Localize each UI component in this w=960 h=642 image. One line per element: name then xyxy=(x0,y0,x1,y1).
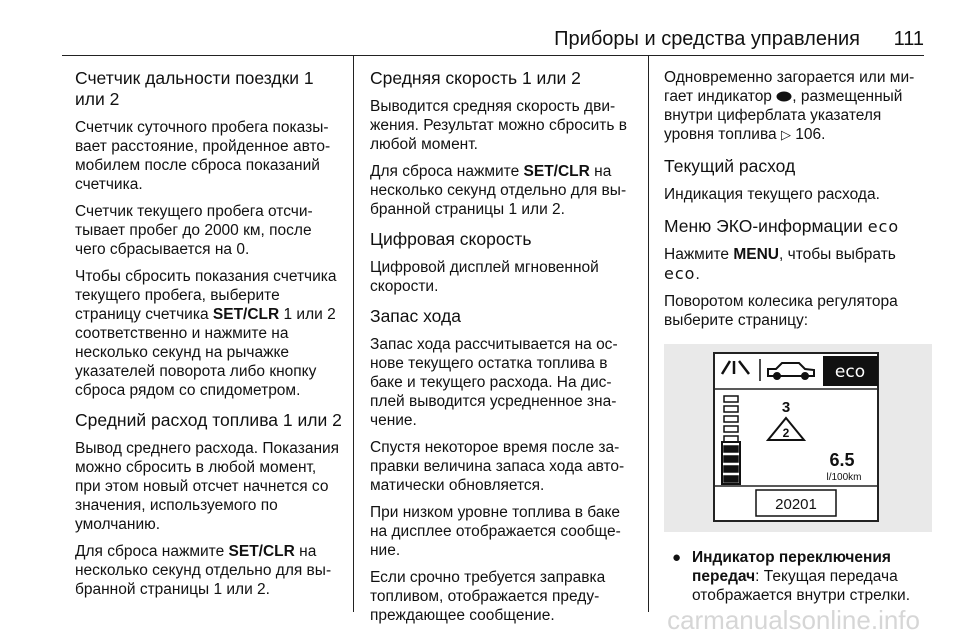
gear-current: 2 xyxy=(782,426,790,440)
heading-range: Запас хода xyxy=(370,306,461,326)
paragraph: Цифровой дисплей мгновенной скорости. xyxy=(370,259,599,295)
set-clr-label: SET/CLR xyxy=(523,163,590,180)
paragraph xyxy=(75,542,345,599)
paragraph: Спустя некоторое время после заправки величина запаса хода автоматически обновляется. xyxy=(370,439,625,494)
page-title: Приборы и средства управления xyxy=(554,28,860,50)
paragraph xyxy=(370,162,640,219)
text: . xyxy=(695,266,700,283)
paragraph: Индикация текущего расхода. xyxy=(664,186,880,203)
heading-eco-menu xyxy=(664,216,932,237)
paragraph: Поворотом колесика регулятора выберите страницу: xyxy=(664,293,898,329)
page-reference: 106. xyxy=(795,126,826,143)
column-1 xyxy=(75,68,345,607)
header-rule xyxy=(62,55,924,56)
paragraph xyxy=(75,267,345,400)
fuel-indicator-icon xyxy=(776,91,792,102)
eco-icon: eco xyxy=(664,264,696,283)
text: Одновременно загорается или мигает индикатор xyxy=(664,69,915,105)
set-clr-label: SET/CLR xyxy=(228,543,295,560)
eco-icon: eco xyxy=(867,217,900,236)
paragraph: Счетчик суточного пробега показывает расстояние, пройденное автомобилем после сброса показаний счетчика. xyxy=(75,119,331,193)
column-divider xyxy=(353,56,354,612)
heading-current-consumption: Текущий расход xyxy=(664,156,796,176)
text: : Текущая передача отображается внутри стрелки. xyxy=(692,568,911,604)
heading-average-consumption: Средний расход топлива 1 или 2 xyxy=(75,410,342,430)
text: на несколько секунд отдельно для выбранной страницы 1 или 2. xyxy=(75,543,332,598)
paragraph xyxy=(664,245,932,284)
odometer-value: 20201 xyxy=(775,496,817,513)
text: Меню ЭКО-информации xyxy=(664,216,868,236)
paragraph: Вывод среднего расхода. Показания можно сбросить в любой момент, при этом новый отсчет начнется со значения, используемого по умолчанию. xyxy=(75,440,340,533)
gear-recommended: 3 xyxy=(781,399,791,416)
paragraph: Запас хода рассчитывается на основе текущего остатка топлива в баке и текущего расхода. На дисплей выводится усредненное значение. xyxy=(370,336,618,429)
text: , размещенный внутри циферблата указателя уровня топлива xyxy=(664,88,903,143)
bullet-icon: ● xyxy=(672,549,682,566)
page-reference-icon: ▷ xyxy=(780,127,791,142)
column-divider xyxy=(648,56,649,612)
paragraph: Счетчик текущего пробега отсчитывает пробег до 2000 км, после чего сбрасывается на 0. xyxy=(75,203,313,258)
heading-digital-speed: Цифровая скорость xyxy=(370,229,532,249)
bullet-title: Индикатор переключения передач xyxy=(692,549,891,585)
eco-display-graphic xyxy=(664,344,932,532)
column-2 xyxy=(370,68,640,633)
consumption-value: 6.5 xyxy=(829,450,855,470)
column-3 xyxy=(664,68,932,605)
menu-button-label: MENU xyxy=(733,246,779,263)
text: Для сброса нажмите xyxy=(75,543,229,560)
heading-average-speed: Средняя скорость 1 или 2 xyxy=(370,68,581,88)
text: , чтобы выбрать xyxy=(779,246,896,263)
page-header xyxy=(0,0,960,56)
paragraph: Если срочно требуется заправка топливом, отображается предупреждающее сообщение. xyxy=(370,569,606,624)
tab-eco-label: eco xyxy=(834,362,866,382)
bullet-text xyxy=(692,548,932,605)
bullet-gear-indicator xyxy=(664,548,932,605)
paragraph: При низком уровне топлива в баке на дисплее отображается сообщение. xyxy=(370,504,621,559)
eco-bar-gauge xyxy=(722,396,740,484)
consumption-unit: l/100km xyxy=(826,472,862,483)
page-number: 111 xyxy=(893,28,924,50)
set-clr-label: SET/CLR xyxy=(212,306,280,323)
text: Для сброса нажмите xyxy=(370,163,524,180)
text: Чтобы сбросить показания счетчика текущего пробега, выберите страницу счетчика xyxy=(75,268,337,323)
text: Нажмите xyxy=(664,246,734,263)
heading-trip-counter: Счетчик дальности поездки 1 или 2 xyxy=(75,68,314,109)
paragraph xyxy=(664,68,932,144)
eco-display-illustration xyxy=(664,344,932,532)
paragraph: Выводится средняя скорость движения. Результат можно сбросить в любой момент. xyxy=(370,98,627,153)
text: 1 или 2 соответственно и нажмите на несколько секунд на рычажке указателей поворота либо кнопку сброса рядом со спидометром. xyxy=(75,306,336,399)
text: на несколько секунд отдельно для выбранной страницы 1 или 2. xyxy=(370,163,627,218)
watermark: carmanualsonline.info xyxy=(667,605,920,635)
